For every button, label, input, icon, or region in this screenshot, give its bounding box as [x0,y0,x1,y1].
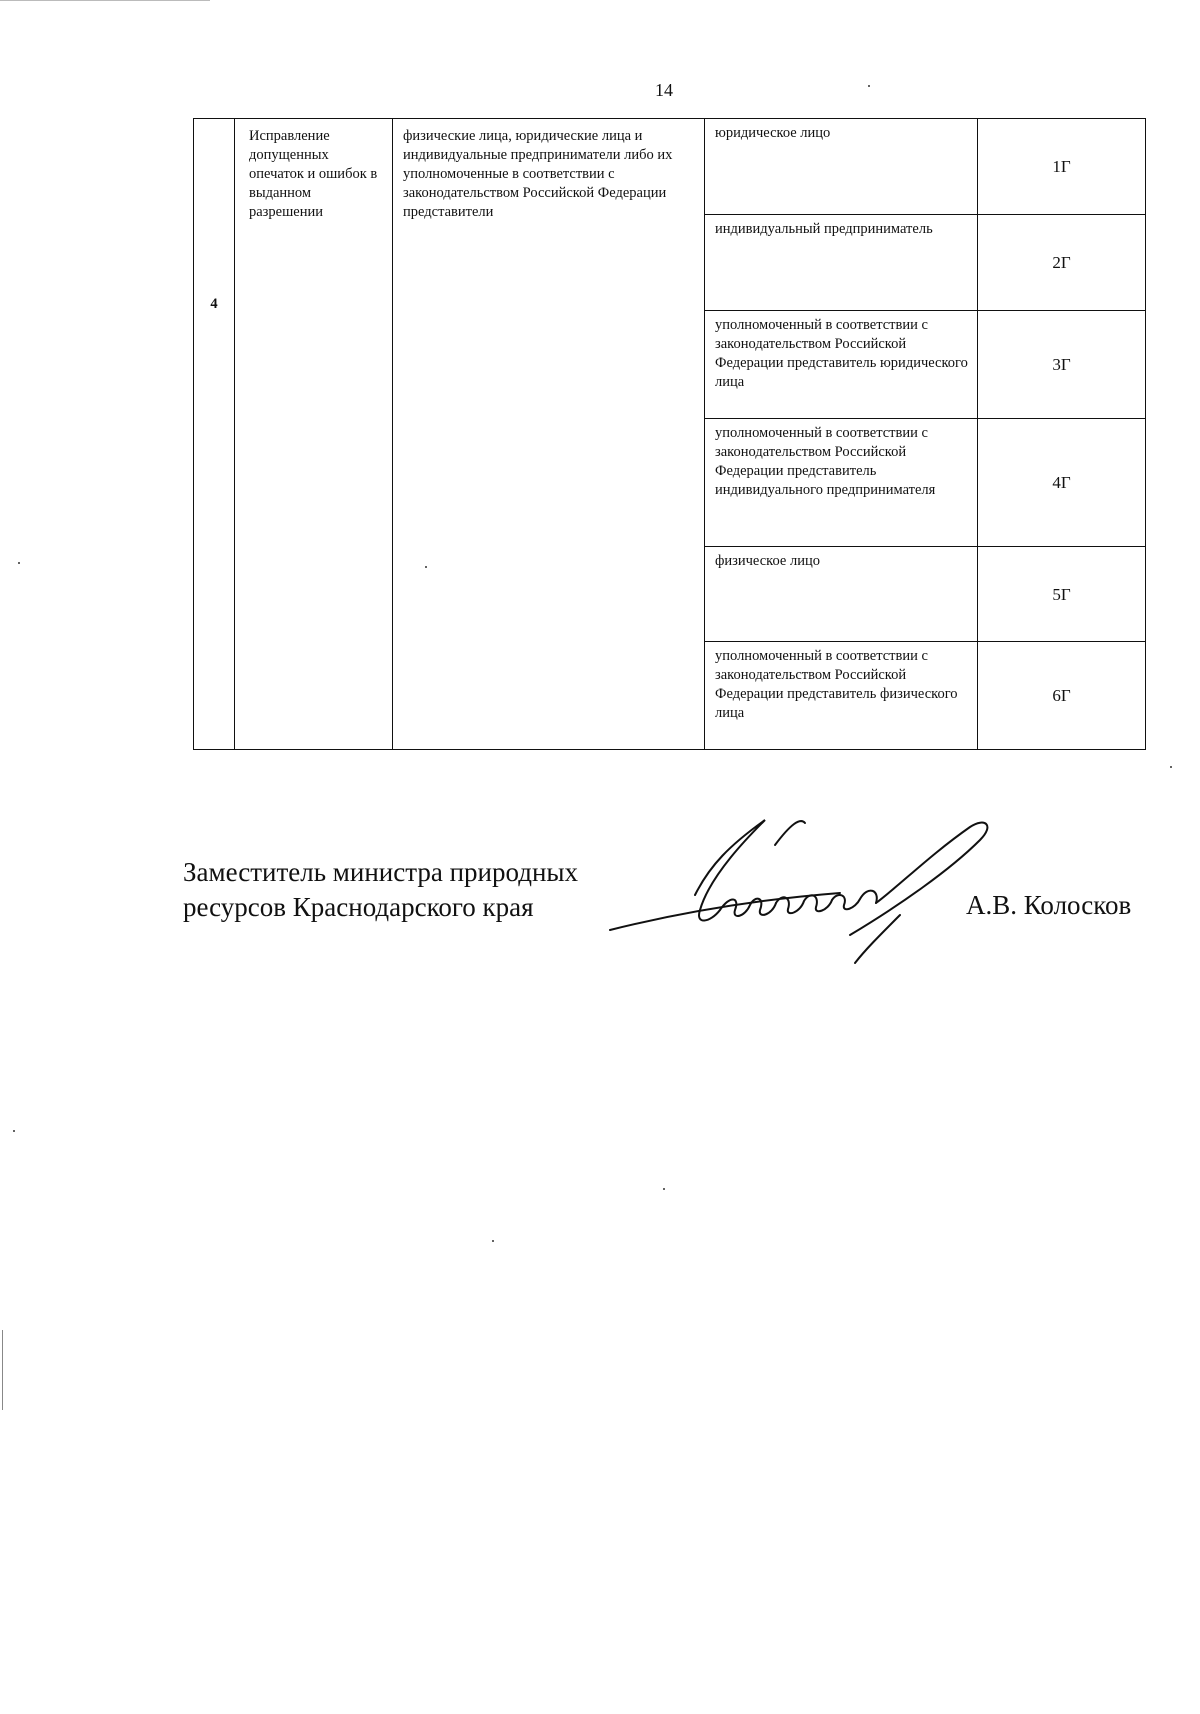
category-cell [705,311,978,419]
category-label: уполномоченный в соответствии с законодательством Российской Федерации представитель индивидуального предпринимателя [715,425,936,498]
scan-artifact-left-bar [2,1330,3,1410]
code-cell: 6Г [978,642,1146,750]
page-number: 14 [655,80,673,100]
table-row [194,119,1146,215]
category-label: юридическое лицо [715,125,831,141]
scan-dot [663,1188,665,1190]
category-cell [705,215,978,311]
signatory-name: А.В. Колосков [966,890,1132,920]
category-label: индивидуальный предприниматель [715,221,933,237]
category-cell [705,119,978,215]
code-cell: 4Г [978,419,1146,547]
row-number-cell [194,119,235,750]
scan-artifact-top-line [0,0,210,1]
code-cell: 2Г [978,215,1146,311]
category-cell [705,642,978,750]
scan-dot [18,562,20,564]
handwritten-signature [600,805,1030,965]
services-table [193,118,1146,750]
applicant-cell [393,119,705,750]
code-cell: 3Г [978,311,1146,419]
scan-dot [1170,766,1172,768]
category-cell [705,419,978,547]
scan-dot [868,85,870,87]
category-label: уполномоченный в соответствии с законодательством Российской Федерации представитель физического лица [715,648,958,721]
category-label: физическое лицо [715,553,820,569]
signatory-position: Заместитель министра природных ресурсов Краснодарского края [183,857,579,922]
scan-dot [492,1240,494,1242]
row-number: 4 [210,295,218,312]
applicant-text: физические лица, юридические лица и индивидуальные предприниматели либо их уполномоченные в соответствии с законодательством Российской Федерации представители [403,128,673,220]
category-cell [705,547,978,642]
scan-dot [13,1130,15,1132]
service-cell [235,119,393,750]
service-text: Исправление допущенных опечаток и ошибок в выданном разрешении [249,128,378,220]
category-label: уполномоченный в соответствии с законодательством Российской Федерации представитель юридического лица [715,317,968,390]
code-cell: 5Г [978,547,1146,642]
code-cell: 1Г [978,119,1146,215]
scan-dot [425,566,427,568]
